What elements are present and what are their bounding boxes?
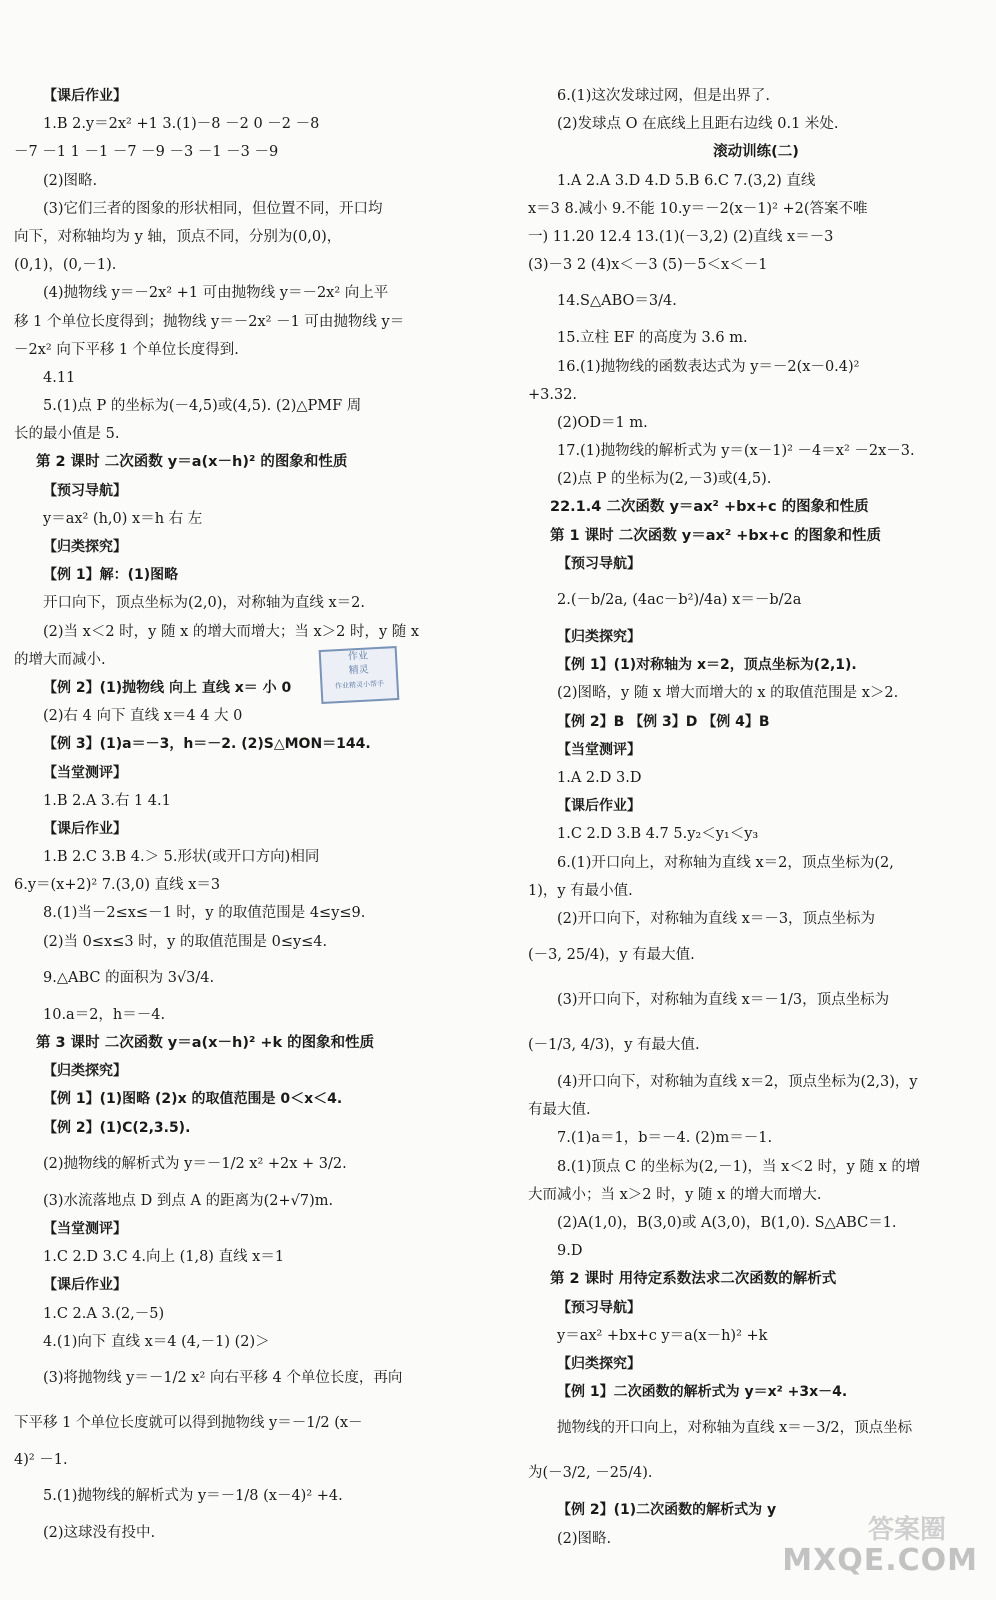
answer-line: (2)A(1,0)，B(3,0)或 A(3,0)，B(1,0). S△ABC＝1.	[557, 1215, 897, 1231]
answer-line: 7.(1)a＝1，b＝－4. (2)m＝－1.	[557, 1130, 773, 1147]
answer-line: 4)² －1.	[14, 1451, 68, 1468]
answer-line: 第 3 课时 二次函数 y＝a(x－h)² +k 的图象和性质	[36, 1035, 375, 1051]
answer-line: 长的最小值是 5.	[14, 426, 120, 443]
answer-line: 【例 3】(1)a＝－3，h＝－2. (2)S△MON＝144.	[43, 736, 371, 753]
answer-line: 【例 1】解：(1)图略	[43, 567, 179, 584]
answer-line: 22.1.4 二次函数 y＝ax² +bx+c 的图象和性质	[550, 499, 869, 516]
answer-line: 1.A 2.A 3.D 4.D 5.B 6.C 7.(3,2) 直线	[557, 172, 816, 189]
answer-line: (2)发球点 O 在底线上且距右边线 0.1 米处.	[557, 116, 839, 133]
answer-line: 下平移 1 个单位长度就可以得到抛物线 y＝－1/2 (x－	[14, 1414, 363, 1431]
answer-line: 【归类探究】	[557, 629, 641, 645]
answer-line: 【课后作业】	[43, 1277, 127, 1294]
answer-line: 【课后作业】	[557, 798, 641, 815]
answer-line: 移 1 个单位长度得到；抛物线 y＝－2x² －1 可由抛物线 y＝	[14, 313, 405, 330]
answer-line: 1.A 2.D 3.D	[557, 769, 642, 786]
answer-line: 第 2 课时 用待定系数法求二次函数的解析式	[550, 1271, 837, 1288]
answer-line: (4)抛物线 y＝－2x² +1 可由抛物线 y＝－2x² 向上平	[43, 285, 389, 302]
answer-line: 【例 2】(1)二次函数的解析式为 y	[557, 1502, 777, 1519]
answer-line: 1.C 2.D 3.C 4.向上 (1,8) 直线 x＝1	[43, 1249, 285, 1266]
answer-line: 6.(1)开口向上，对称轴为直线 x＝2，顶点坐标为(2,	[557, 854, 894, 871]
watermark: MXQE.COM	[782, 1543, 978, 1578]
answer-line: (3)－3 2 (4)x＜－3 (5)－5＜x＜－1	[528, 257, 768, 274]
answer-line: 一) 11.20 12.4 13.(1)(－3,2) (2)直线 x＝－3	[528, 228, 834, 245]
answer-line: 1)，y 有最小值.	[528, 882, 633, 899]
answer-line: (2)图略.	[43, 172, 98, 189]
answer-line: y＝ax² +bx+c y＝a(x－h)² +k	[557, 1327, 768, 1344]
answer-line: (2)这球没有投中.	[43, 1525, 156, 1542]
answer-line: 【例 1】二次函数的解析式为 y＝x² +3x－4.	[557, 1384, 848, 1401]
answer-line: 【例 1】(1)对称轴为 x＝2，顶点坐标为(2,1).	[557, 657, 857, 674]
answer-line: 【预习导航】	[557, 555, 641, 572]
answer-line: 【例 1】(1)图略 (2)x 的取值范围是 0＜x＜4.	[43, 1091, 343, 1108]
answer-line: 第 2 课时 二次函数 y＝a(x－h)² 的图象和性质	[36, 454, 348, 471]
answer-line: (2)点 P 的坐标为(2,－3)或(4,5).	[557, 471, 772, 488]
answer-line: (0,1)，(0,－1).	[14, 257, 117, 274]
answer-line: (－3, 25/4)，y 有最大值.	[528, 947, 695, 964]
answer-line: 5.(1)抛物线的解析式为 y＝－1/8 (x－4)² +4.	[43, 1488, 343, 1505]
answer-line: 5.(1)点 P 的坐标为(－4,5)或(4,5). (2)△PMF 周	[43, 398, 362, 415]
answer-line: 【例 2】B 【例 3】D 【例 4】B	[557, 713, 770, 730]
stamp: 作业 精灵 作业精灵小帮手	[319, 646, 400, 704]
answer-line: 第 1 课时 二次函数 y＝ax² +bx+c 的图象和性质	[550, 527, 881, 544]
answer-line: 1.C 2.D 3.B 4.7 5.y₂＜y₁＜y₃	[557, 826, 759, 843]
answer-line: 有最大值.	[528, 1102, 591, 1119]
answer-line: －7 －1 1 －1 －7 －9 －3 －1 －3 －9	[14, 144, 279, 161]
answer-line: 向下，对称轴均为 y 轴，顶点不同，分别为(0,0)，	[14, 228, 342, 245]
answer-line: 的增大而减小.	[14, 651, 106, 668]
answer-line: (2)图略.	[557, 1530, 612, 1547]
answer-line: +3.32.	[528, 386, 578, 403]
answer-line: 10.a＝2，h＝－4.	[43, 1006, 166, 1023]
answer-line: 【预习导航】	[557, 1299, 641, 1316]
answer-line: (2)开口向下，对称轴为直线 x＝－3，顶点坐标为	[557, 910, 876, 927]
answer-line: 开口向下，顶点坐标为(2,0)，对称轴为直线 x＝2.	[43, 595, 365, 612]
answer-line: 8.(1)当－2≤x≤－1 时，y 的取值范围是 4≤y≤9.	[43, 905, 366, 922]
answer-line: (3)水流落地点 D 到点 A 的距离为(2+√7)m.	[43, 1192, 334, 1209]
answer-line: (3)它们三者的图象的形状相同，但位置不同，开口均	[43, 200, 383, 217]
answer-line: (3)开口向下，对称轴为直线 x＝－1/3，顶点坐标为	[557, 992, 890, 1009]
answer-line: 【例 2】(1)C(2,3.5).	[43, 1119, 191, 1136]
answer-line: (2)右 4 向下 直线 x＝4 4 大 0	[43, 708, 243, 725]
answer-line: 【预习导航】	[43, 482, 127, 499]
answer-line: 4.11	[43, 369, 76, 386]
answer-line: 8.(1)顶点 C 的坐标为(2,－1)，当 x＜2 时，y 随 x 的增	[557, 1158, 921, 1175]
answer-line: (2)抛物线的解析式为 y＝－1/2 x² +2x + 3/2.	[43, 1155, 347, 1172]
answer-line: 【课后作业】	[43, 88, 127, 104]
right-column	[528, 82, 984, 1553]
answer-line: x＝3 8.减小 9.不能 10.y＝－2(x－1)² +2(答案不唯	[528, 200, 868, 217]
answer-line: 【例 2】(1)抛物线 向上 直线 x＝ 小 0	[43, 679, 292, 696]
answer-line: (3)将抛物线 y＝－1/2 x² 向右平移 4 个单位长度，再向	[43, 1369, 403, 1386]
answer-line: 1.B 2.A 3.右 1 4.1	[43, 792, 171, 809]
answer-line: (2)当 0≤x≤3 时，y 的取值范围是 0≤y≤4.	[43, 933, 328, 950]
answer-line: 1.B 2.y＝2x² +1 3.(1)－8 －2 0 －2 －8	[43, 116, 320, 133]
answer-line: (－1/3, 4/3)，y 有最大值.	[528, 1037, 700, 1054]
answer-line: (2)当 x＜2 时，y 随 x 的增大而增大；当 x＞2 时，y 随 x	[43, 623, 420, 640]
answer-line: 【课后作业】	[43, 820, 127, 837]
answer-line: 【当堂测评】	[43, 1220, 127, 1237]
answer-line: 1.B 2.C 3.B 4.＞ 5.形状(或开口方向)相同	[43, 849, 320, 866]
answer-line: 6.(1)这次发球过网，但是出界了.	[557, 88, 770, 104]
answer-line: 为(－3/2, －25/4).	[528, 1465, 653, 1482]
answer-line: 【当堂测评】	[557, 741, 641, 758]
answer-line: 【归类探究】	[43, 1063, 127, 1080]
answer-line: y＝ax² (h,0) x＝h 右 左	[43, 510, 203, 527]
answer-line: 1.C 2.A 3.(2,－5)	[43, 1305, 165, 1322]
answer-line: 15.立柱 EF 的高度为 3.6 m.	[557, 330, 748, 347]
answer-line: 【归类探究】	[557, 1355, 641, 1372]
answer-line: 【归类探究】	[43, 539, 127, 555]
answer-line: 6.y＝(x+2)² 7.(3,0) 直线 x＝3	[14, 877, 221, 894]
answer-line: 9.△ABC 的面积为 3√3/4.	[43, 969, 215, 986]
answer-line: 大而减小；当 x＞2 时，y 随 x 的增大而增大.	[528, 1186, 822, 1203]
answer-line: 抛物线的开口向上，对称轴为直线 x＝－3/2，顶点坐标	[557, 1420, 913, 1437]
answer-line: 9.D	[557, 1243, 583, 1260]
answer-line: 2.(－b/2a, (4ac－b²)/4a) x＝－b/2a	[557, 592, 802, 608]
watermark-logo: 答案圈	[867, 1515, 946, 1545]
answer-line: 17.(1)抛物线的解析式为 y＝(x－1)² －4＝x² －2x－3.	[557, 443, 915, 460]
answer-line: (2)图略，y 随 x 增大而增大的 x 的取值范围是 x＞2.	[557, 685, 899, 702]
answer-line: 滚动训练(二)	[713, 144, 799, 161]
answer-line: (2)OD＝1 m.	[557, 414, 648, 431]
answer-line: (4)开口向下，对称轴为直线 x＝2，顶点坐标为(2,3)，y	[557, 1074, 918, 1091]
left-column	[14, 82, 454, 1547]
answer-line: 14.S△ABO＝3/4.	[557, 293, 677, 310]
answer-line: －2x² 向下平移 1 个单位长度得到.	[14, 341, 239, 358]
answer-line: 16.(1)抛物线的函数表达式为 y＝－2(x－0.4)²	[557, 358, 860, 375]
answer-line: 4.(1)向下 直线 x＝4 (4,－1) (2)＞	[43, 1333, 270, 1350]
answer-line: 【当堂测评】	[43, 764, 127, 781]
